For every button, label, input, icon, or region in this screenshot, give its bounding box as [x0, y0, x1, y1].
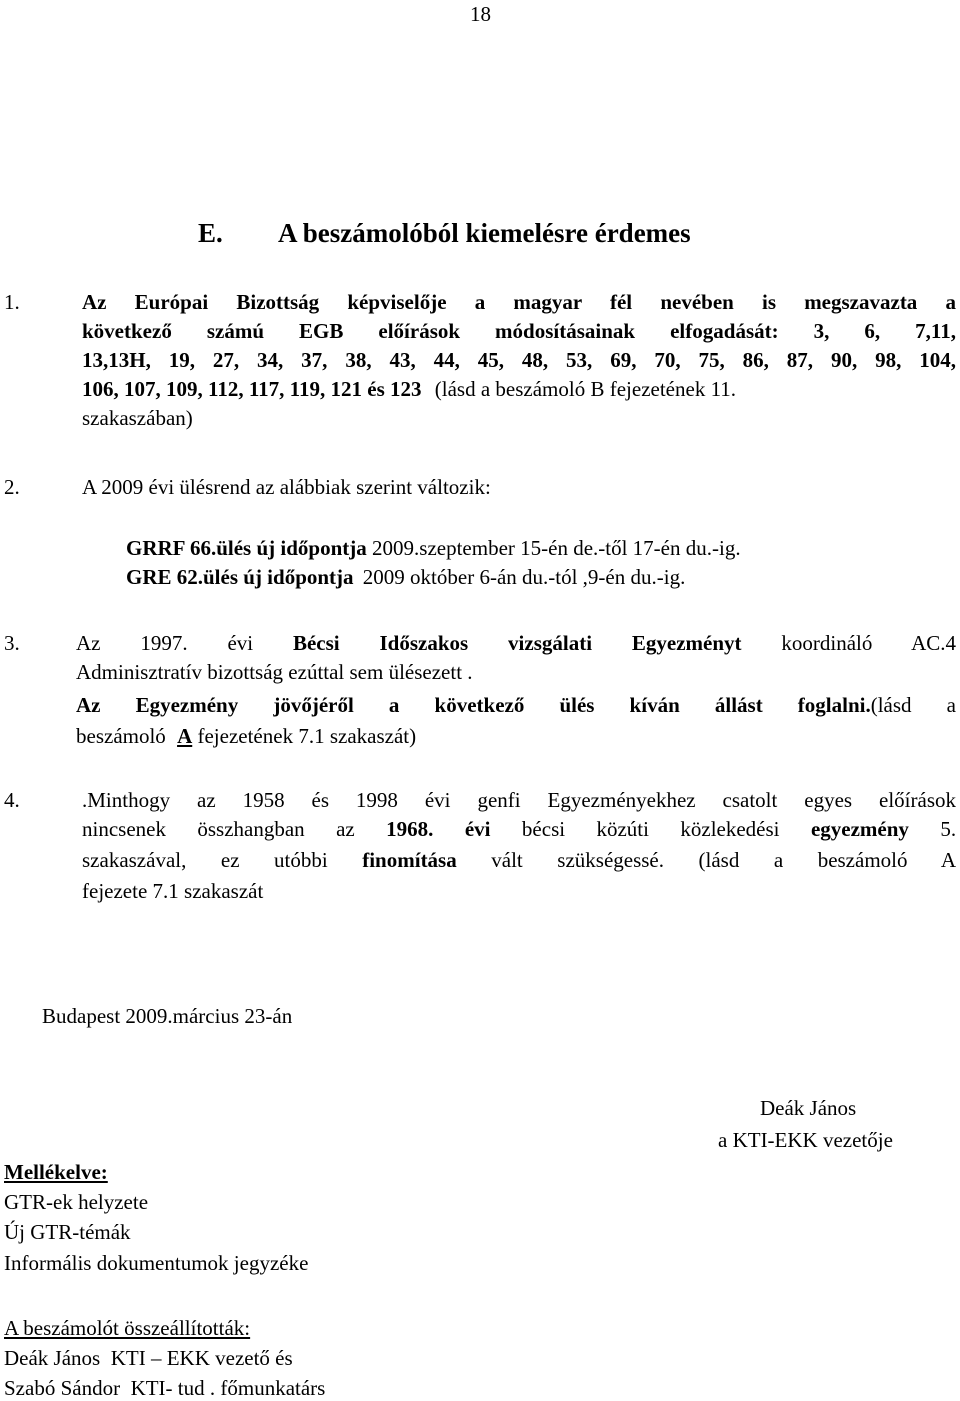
item3-line2: Adminisztratív bizottság ezúttal sem ülésezett .	[76, 660, 473, 684]
item4-year: 1968.	[386, 817, 434, 841]
item-number: 1.	[4, 290, 20, 314]
attachment-item: Új GTR-témák	[4, 1220, 131, 1244]
item4-l3a: szakaszával, ez utóbbi	[82, 848, 328, 872]
section-title: A beszámolóból kiemelésre érdemes	[278, 218, 691, 248]
item3-line1	[76, 631, 956, 656]
item-number: 3.	[4, 631, 20, 655]
compiler-item: Szabó Sándor KTI- tud . főmunkatárs	[4, 1376, 326, 1400]
item1-line5: szakaszában)	[82, 406, 193, 430]
attachment-item: Informális dokumentumok jegyzéke	[4, 1251, 309, 1275]
regulation-numbers: 106, 107, 109, 112, 117, 119, 121 és 123	[82, 377, 422, 401]
compilers-label: A beszámolót összeállították:	[4, 1316, 251, 1340]
item4-evi: évi	[464, 817, 491, 841]
page-number: 18	[470, 2, 491, 26]
compiler-item: Deák János KTI – EKK vezető és	[4, 1346, 293, 1370]
item1-line1: Az Európai Bizottság képviselője a magyar fél nevében is megszavazta a	[82, 290, 956, 314]
item4-l2d: 5.	[940, 817, 957, 841]
place-date: Budapest 2009.március 23-án	[42, 1004, 293, 1028]
gre-label: GRE 62.ülés új időpontja	[126, 565, 354, 589]
item4-l2a: nincsenek összhangban az	[82, 817, 355, 841]
reference-text: (lásd a beszámoló B fejezetének 11.	[434, 377, 737, 401]
attachment-item: GTR-ek helyzete	[4, 1190, 149, 1214]
item4-l3c: vált szükségessé. (lásd a beszámoló A	[491, 848, 957, 872]
item4-line1: .Minthogy az 1958 és 1998 évi genfi Egyezményekhez csatolt egyes előírások	[82, 788, 956, 812]
attachments-label: Mellékelve:	[4, 1160, 108, 1184]
gre-line	[126, 565, 685, 590]
item4-finomitasa: finomítása	[362, 848, 457, 872]
item4-egyezmeny: egyezmény	[810, 817, 909, 841]
item4-l2c: bécsi közúti közlekedési	[521, 817, 780, 841]
item4-line3	[82, 848, 956, 873]
signature-role: a KTI-EKK vezetője	[718, 1128, 893, 1152]
item3-ref-a: beszámoló	[76, 724, 166, 748]
item2-text: A 2009 évi ülésrend az alábbiak szerint változik:	[82, 475, 491, 499]
convention-name: Bécsi Időszakos vizsgálati Egyezményt	[292, 631, 742, 655]
item1-line3: 13,13H, 19, 27, 34, 37, 38, 43, 44, 45, 48, 53, 69, 70, 75, 86, 87, 90, 98, 104,	[82, 348, 956, 372]
item3-line3	[76, 693, 956, 718]
item3-line4	[76, 724, 416, 749]
item1-line4	[82, 377, 736, 402]
item-number: 2.	[4, 475, 20, 499]
item1-line2: következő számú EGB előírások módosításainak elfogadását: 3, 6, 7,11,	[82, 319, 956, 343]
item3-ref-b: fejezetének 7.1 szakaszát)	[197, 724, 417, 748]
grrf-line	[126, 536, 741, 561]
signature-name: Deák János	[760, 1096, 857, 1120]
grrf-label: GRRF 66.ülés új időpontja	[126, 536, 367, 560]
item4-line4: fejezete 7.1 szakaszát	[82, 879, 264, 903]
item4-line2	[82, 817, 956, 842]
item3-ref: (lásd a	[870, 693, 956, 717]
item3-coordinator: koordináló AC.4	[781, 631, 956, 655]
section-letter: E.	[198, 218, 223, 248]
convention-future: Az Egyezmény jövőjéről a következő ülés kíván állást foglalni.	[76, 693, 871, 717]
gre-dates: 2009 október 6-án du.-tól ,9-én du.-ig.	[362, 565, 686, 589]
chapter-letter: A	[177, 724, 193, 748]
item-number: 4.	[4, 788, 20, 812]
item3-intro: Az 1997. évi	[76, 631, 254, 655]
grrf-dates: 2009.szeptember 15-én de.-től 17-én du.-ig.	[372, 536, 741, 560]
